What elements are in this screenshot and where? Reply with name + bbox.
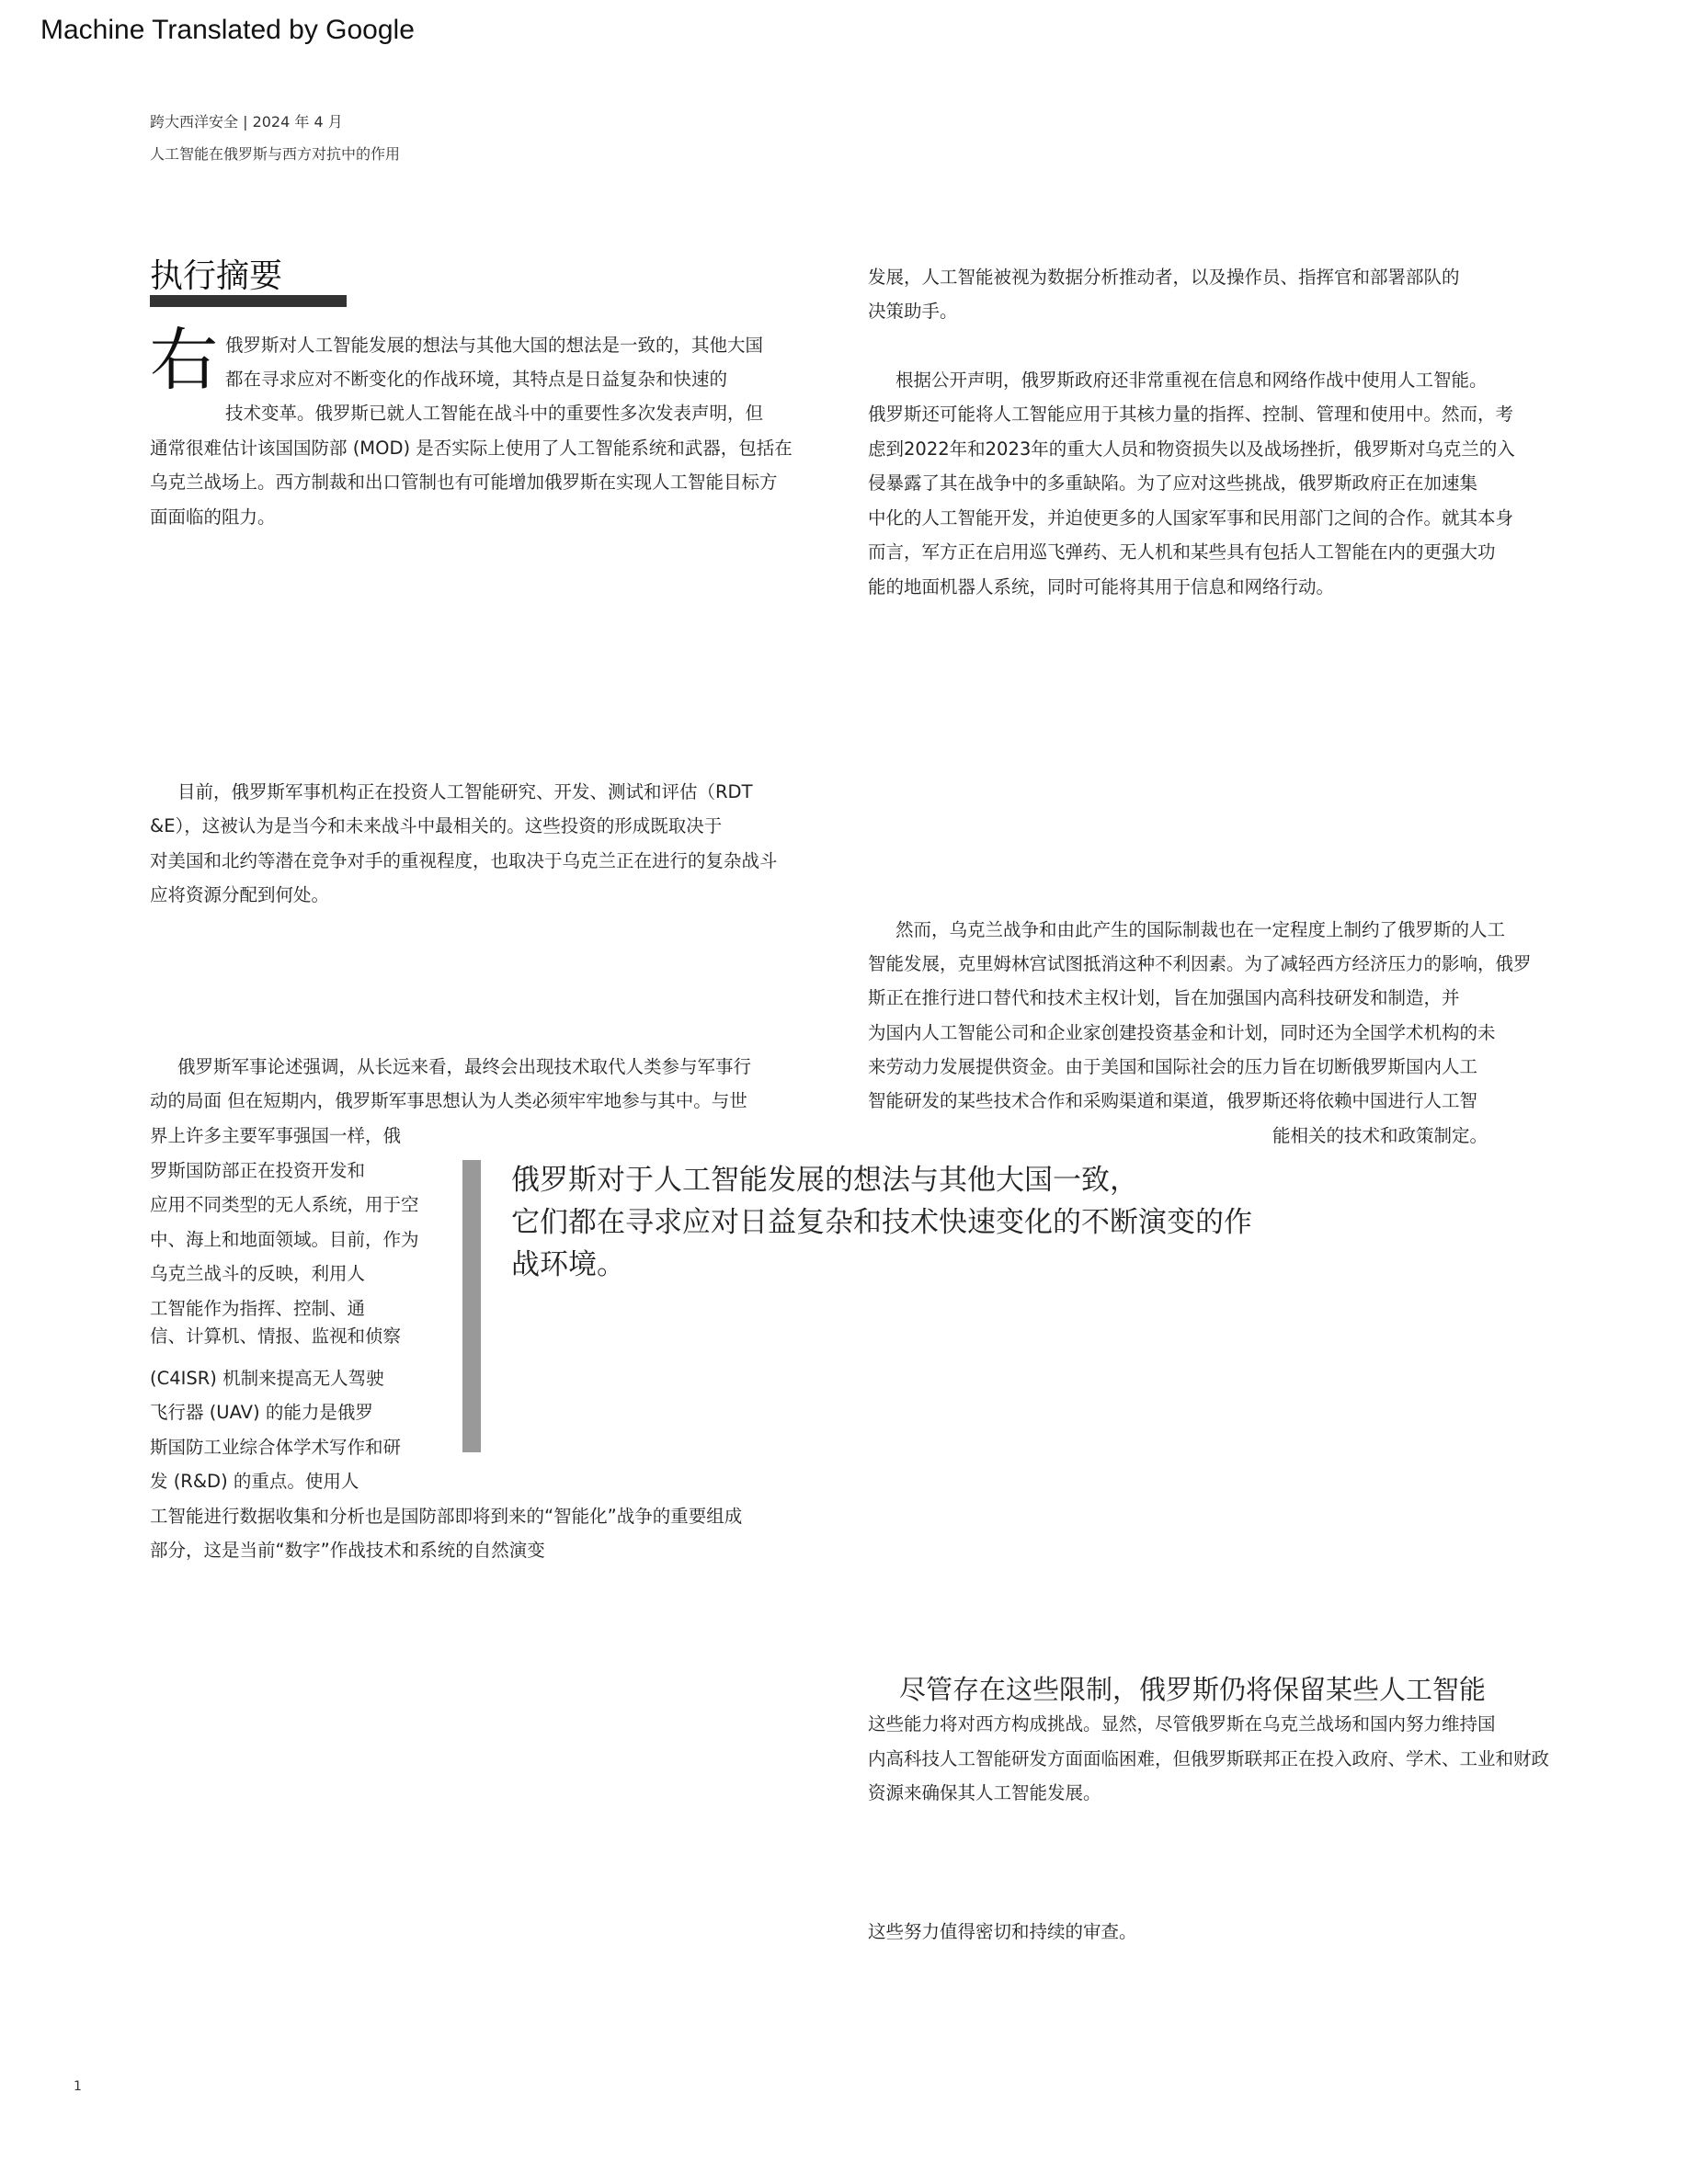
closing-sentence: 这些努力值得密切和持续的审查。 — [868, 1921, 1137, 1942]
emphasis-sentence: 尽管存在这些限制，俄罗斯仍将保留某些人工智能 — [899, 1674, 1487, 1705]
text-line: 斯国防工业综合体学术写作和研 — [150, 1437, 402, 1458]
text-line: 发 (R&D) 的重点。使用人 — [150, 1471, 359, 1492]
text-line: 乌克兰战场上。西方制裁和出口管制也有可能增加俄罗斯在实现人工智能目标方 — [150, 472, 778, 493]
text-line: 来劳动力发展提供资金。由于美国和国际社会的压力旨在切断俄罗斯国内人工 — [868, 1056, 1478, 1077]
text-line: 虑到2022年和2023年的重大人员和物资损失以及战场挫折，俄罗斯对乌克兰的入 — [868, 438, 1515, 460]
text-line: 中、海上和地面领域。目前，作为 — [150, 1229, 419, 1250]
text-line: 罗斯国防部正在投资开发和 — [150, 1160, 366, 1181]
text-line: (C4ISR) 机制来提高无人驾驶 — [150, 1368, 384, 1389]
text-line: 飞行器 (UAV) 的能力是俄罗 — [150, 1402, 373, 1423]
text-line: 能相关的技术和政策制定。 — [1272, 1125, 1488, 1146]
section-title: 执行摘要 — [150, 257, 283, 295]
text-line: 技术变革。俄罗斯已就人工智能在战斗中的重要性多次发表声明，但 — [225, 403, 764, 424]
text-line: 然而，乌克兰战争和由此产生的国际制裁也在一定程度上制约了俄罗斯的人工 — [895, 919, 1506, 940]
running-header-line-1: 跨大西洋安全 | 2024 年 4 月 — [150, 113, 343, 131]
text-line: 这些能力将对西方构成挑战。显然，尽管俄罗斯在乌克兰战场和国内努力维持国 — [868, 1713, 1496, 1735]
text-line: 智能发展，克里姆林宫试图抵消这种不利因素。为了减轻西方经济压力的影响，俄罗 — [868, 953, 1532, 974]
text-line: &E），这被认为是当今和未来战斗中最相关的。这些投资的形成既取决于 — [150, 815, 723, 836]
text-line: 面面临的阻力。 — [150, 506, 276, 528]
pull-quote-line: 战环境。 — [511, 1248, 625, 1281]
pull-quote-line: 它们都在寻求应对日益复杂和技术快速变化的不断演变的作 — [511, 1206, 1252, 1239]
drop-cap: 右 — [150, 321, 218, 400]
text-line: 资源来确保其人工智能发展。 — [868, 1782, 1101, 1803]
text-line: 信、计算机、情报、监视和侦察 — [150, 1325, 402, 1347]
text-line: 内高科技人工智能研发方面面临困难，但俄罗斯联邦正在投入政府、学术、工业和财政 — [868, 1748, 1550, 1769]
text-line: 中化的人工智能开发，并迫使更多的人国家军事和民用部门之间的合作。就其本身 — [868, 507, 1514, 529]
text-line: 俄罗斯对人工智能发展的想法与其他大国的想法是一致的，其他大国 — [225, 335, 764, 356]
text-line: 侵暴露了其在战争中的多重缺陷。为了应对这些挑战，俄罗斯政府正在加速集 — [868, 472, 1478, 494]
text-line: 部分，这是当前“数字”作战技术和系统的自然演变 — [150, 1540, 545, 1561]
text-line: 对美国和北约等潜在竞争对手的重视程度，也取决于乌克兰正在进行的复杂战斗 — [150, 850, 778, 871]
machine-translation-notice: Machine Translated by Google — [40, 15, 415, 45]
text-line: 动的局面 但在短期内，俄罗斯军事思想认为人类必须牢牢地参与其中。与世 — [150, 1090, 747, 1111]
text-line: 俄罗斯军事论述强调，从长远来看，最终会出现技术取代人类参与军事行 — [177, 1056, 752, 1077]
text-line: 乌克兰战斗的反映，利用人 — [150, 1263, 366, 1284]
pull-quote-bar — [462, 1160, 481, 1452]
text-line: 都在寻求应对不断变化的作战环境，其特点是日益复杂和快速的 — [225, 369, 728, 390]
text-line: 智能研发的某些技术合作和采购渠道和渠道，俄罗斯还将依赖中国进行人工智 — [868, 1090, 1478, 1111]
text-line: 俄罗斯还可能将人工智能应用于其核力量的指挥、控制、管理和使用中。然而，考 — [868, 404, 1514, 425]
text-line: 应将资源分配到何处。 — [150, 884, 330, 905]
text-line: 为国内人工智能公司和企业家创建投资基金和计划，同时还为全国学术机构的未 — [868, 1022, 1496, 1043]
text-line: 通常很难估计该国国防部 (MOD) 是否实际上使用了人工智能系统和武器，包括在 — [150, 438, 793, 459]
text-line: 应用不同类型的无人系统，用于空 — [150, 1194, 419, 1215]
text-line: 工智能作为指挥、控制、通 — [150, 1298, 366, 1319]
title-underline-bar — [150, 295, 347, 307]
text-line: 界上许多主要军事强国一样，俄 — [150, 1125, 402, 1146]
text-line: 根据公开声明，俄罗斯政府还非常重视在信息和网络作战中使用人工智能。 — [895, 370, 1488, 391]
text-line: 目前，俄罗斯军事机构正在投资人工智能研究、开发、测试和评估（RDT — [177, 781, 753, 802]
page-number: 1 — [74, 2079, 82, 2094]
text-line: 发展，人工智能被视为数据分析推动者，以及操作员、指挥官和部署部队的 — [868, 267, 1460, 288]
text-line: 而言，军方正在启用巡飞弹药、无人机和某些具有包括人工智能在内的更强大功 — [868, 541, 1496, 563]
pull-quote-line: 俄罗斯对于人工智能发展的想法与其他大国一致， — [511, 1164, 1138, 1197]
text-line: 能的地面机器人系统，同时可能将其用于信息和网络行动。 — [868, 576, 1335, 597]
text-line: 决策助手。 — [868, 301, 958, 322]
text-line: 斯正在推行进口替代和技术主权计划，旨在加强国内高科技研发和制造，并 — [868, 987, 1460, 1008]
text-line: 工智能进行数据收集和分析也是国防部即将到来的“智能化”战争的重要组成 — [150, 1506, 743, 1527]
running-header-line-2: 人工智能在俄罗斯与西方对抗中的作用 — [150, 145, 401, 163]
